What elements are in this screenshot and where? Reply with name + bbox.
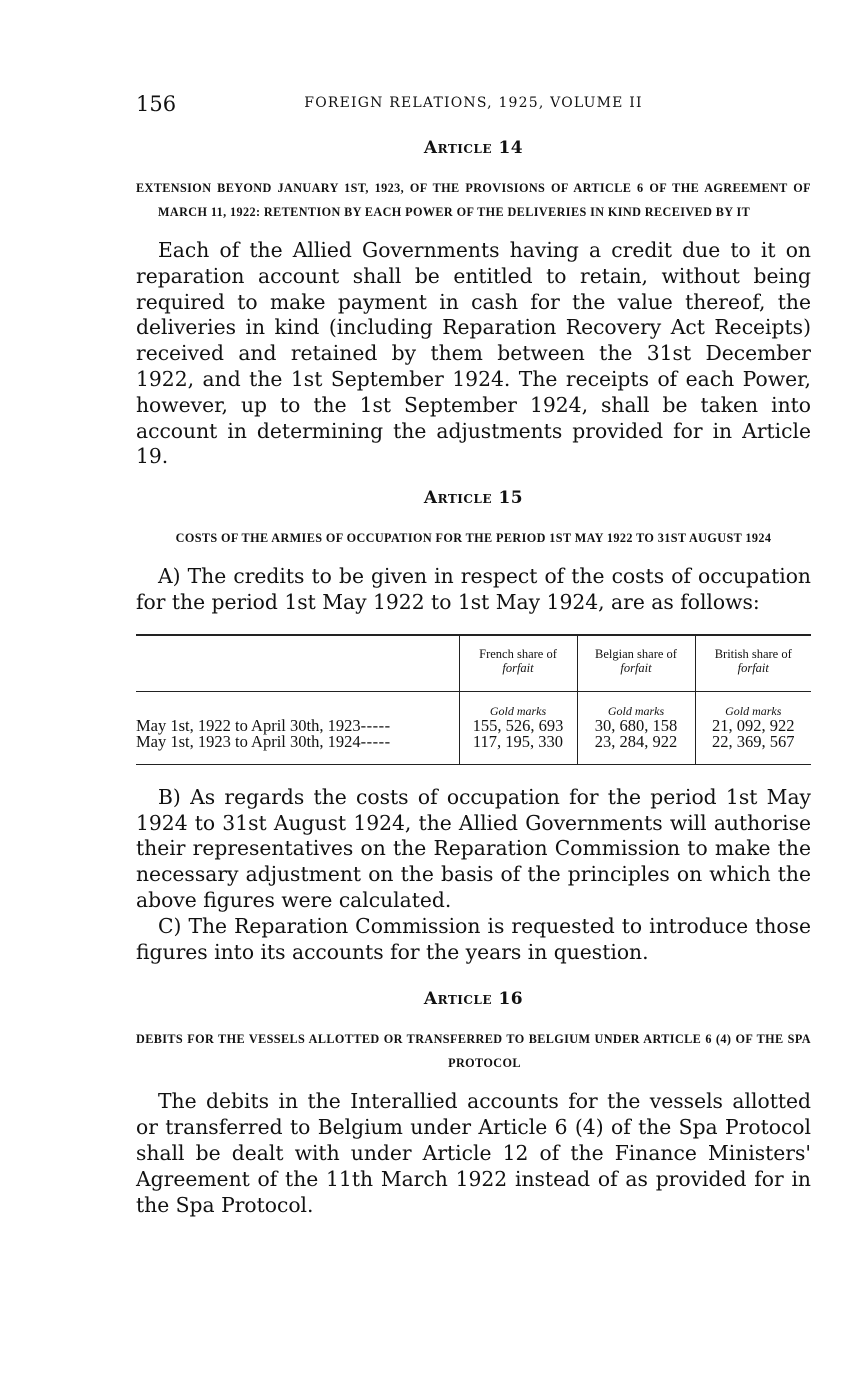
cell-french: 155, 526, 693: [459, 718, 577, 734]
column-header-sublabel: forfait: [620, 660, 652, 675]
occupation-costs-table: [136, 636, 811, 764]
table-bottom-rule: [136, 764, 811, 765]
article-15-heading: Article 15: [423, 488, 524, 509]
column-header-label: Belgian share of: [595, 646, 677, 661]
unit-row: [136, 691, 811, 718]
running-header: [136, 92, 811, 120]
cell-french: 117, 195, 330: [459, 734, 577, 764]
row-period: May 1st, 1922 to April 30th, 1923: [136, 715, 361, 735]
page-number: 156: [136, 92, 177, 116]
article-14-subheading: EXTENSION BEYOND JANUARY 1ST, 1923, OF THE PROVISIONS OF ARTICLE 6 OF THE AGREEMENT OF MARCH 11, 1922: RETENTION BY EACH POWER OF THE DELIVERIES IN KIND RECEIVED BY IT: [136, 181, 811, 219]
cell-belgian: 30, 680, 158: [577, 718, 695, 734]
article-15-subheading: COSTS OF THE ARMIES OF OCCUPATION FOR THE PERIOD 1ST MAY 1922 TO 31ST AUGUST 1924: [175, 531, 772, 546]
document-page: [136, 92, 811, 1218]
unit-cell: Gold marks: [577, 691, 695, 718]
article-14-heading: Article 14: [423, 138, 524, 158]
dot-leader: -----: [360, 715, 391, 735]
unit-cell: Gold marks: [695, 691, 811, 718]
table-header-row: [136, 636, 811, 692]
column-header-french: [459, 636, 577, 692]
column-header-label: French share of: [479, 646, 557, 661]
column-header-british: [695, 636, 811, 692]
article-16-heading: Article 16: [423, 989, 524, 1010]
table-row: [136, 734, 811, 764]
column-header-label: British share of: [714, 646, 792, 661]
article-15-paragraph-a: A) The credits to be given in respect of the costs of occupation for the period 1st May 1922 to 1st May 1924, are as follows:: [136, 564, 811, 614]
cell-british: 21, 092, 922: [695, 718, 811, 734]
cell-belgian: 23, 284, 922: [577, 734, 695, 764]
row-label: [136, 731, 459, 764]
article-16-subheading: DEBITS FOR THE VESSELS ALLOTTED OR TRANSFERRED TO BELGIUM UNDER ARTICLE 6 (4) OF THE SPA PROTOCOL: [136, 1032, 811, 1071]
article-15-paragraph-b: B) As regards the costs of occupation for the period 1st May 1924 to 31st August 1924, the Allied Governments will authorise their representatives on the Reparation Commission to make the necessary adjustment on the basis of the principles on which the above figures were calculated.: [136, 784, 811, 912]
unit-cell: Gold marks: [459, 691, 577, 718]
article-16-paragraph: The debits in the Interallied accounts for the vessels allotted or transferred to Belgium under Article 6 (4) of the Spa Protocol shall be dealt with under Article 12 of the Finance Ministers' Agreement of the 11th March 1922 instead of as provided for in the Spa Protocol.: [136, 1089, 811, 1217]
running-title: FOREIGN RELATIONS, 1925, VOLUME II: [304, 95, 643, 111]
column-header-sublabel: forfait: [737, 660, 769, 675]
column-header-sublabel: forfait: [502, 660, 534, 675]
row-period: May 1st, 1923 to April 30th, 1924: [136, 731, 361, 751]
table-header-blank: [136, 636, 459, 692]
article-15-paragraph-c: C) The Reparation Commission is requested to introduce those figures into its accounts for the years in question.: [136, 913, 811, 964]
cell-british: 22, 369, 567: [695, 734, 811, 764]
unit-blank-cell: [136, 691, 459, 718]
column-header-belgian: [577, 636, 695, 692]
dot-leader: -----: [360, 731, 391, 751]
article-14-paragraph: Each of the Allied Governments having a credit due to it on reparation account shall be entitled to retain, without being required to make payment in cash for the value thereof, the deliveries in kind (including Reparation Recovery Act Receipts) received and retained by them between the 31st December 1922, and the 1st September 1924. The receipts of each Power, however, up to the 1st September 1924, shall be taken into account in determining the adjustments provided for in Article 19.: [136, 238, 811, 469]
